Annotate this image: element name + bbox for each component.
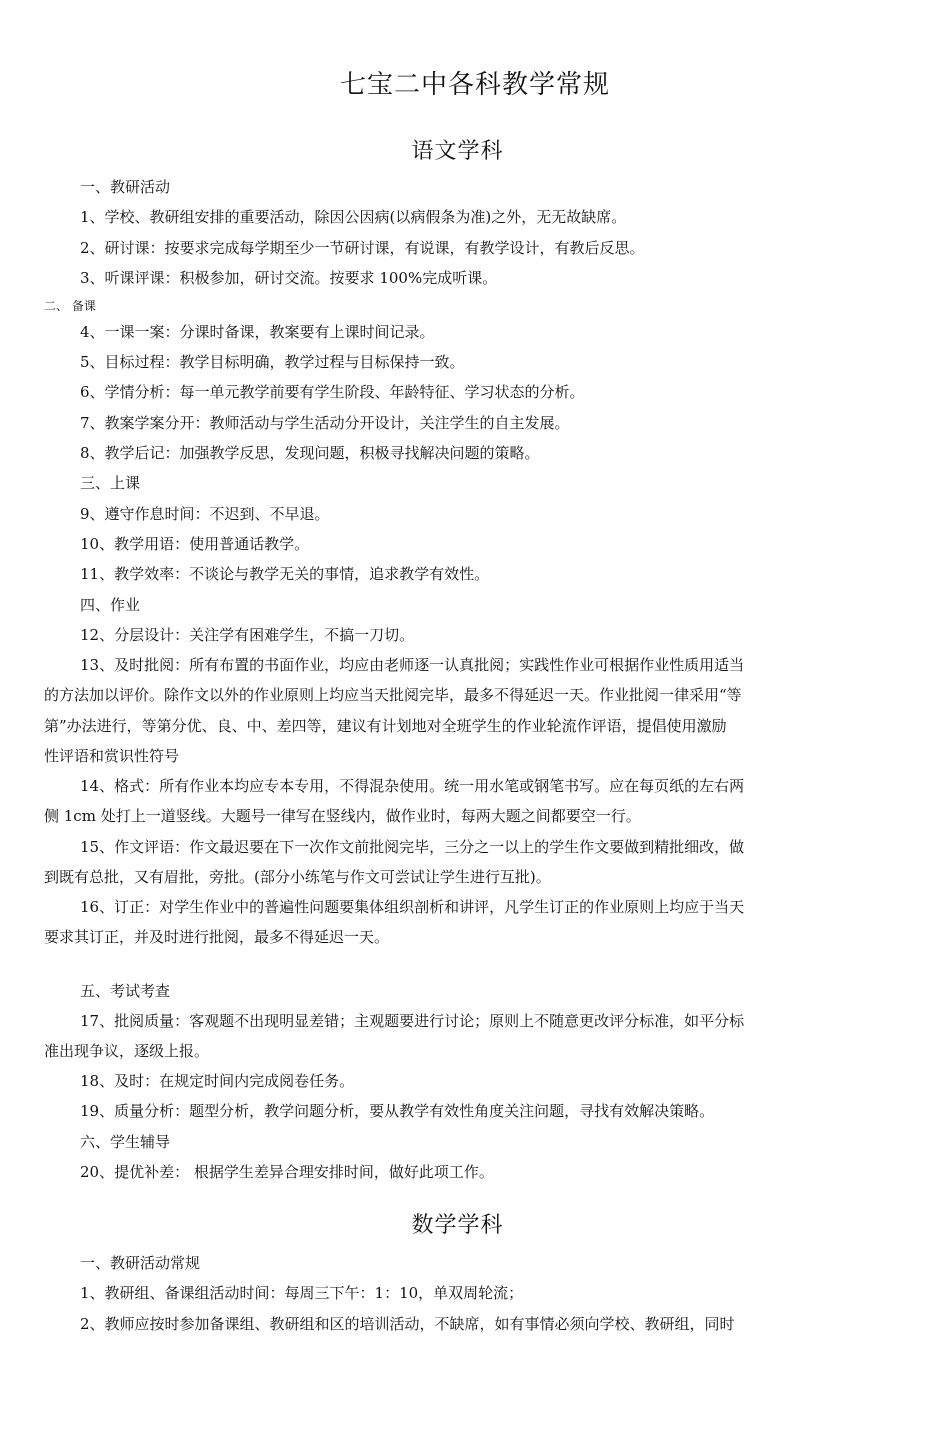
section-heading: 一、教研活动常规 (80, 1254, 201, 1272)
paragraph-line: 20、提优补差： 根据学生差异合理安排时间，做好此项工作。 (80, 1163, 494, 1181)
paragraph-line: 13、及时批阅：所有布置的书面作业，均应由老师逐一认真批阅；实践性作业可根据作业性质用适当 (80, 656, 745, 674)
math-subject-heading: 数学学科 (411, 1213, 504, 1238)
paragraph-line: 到既有总批，又有眉批，旁批。(部分小练笔与作文可尝试让学生进行互批)。 (44, 868, 551, 886)
section-heading: 六、学生辅导 (80, 1133, 171, 1151)
paragraph-line: 5、目标过程：教学目标明确，教学过程与目标保持一致。 (80, 353, 465, 371)
paragraph-line: 19、质量分析：题型分析，教学问题分析，要从教学有效性角度关注问题，寻找有效解决策略。 (80, 1102, 715, 1120)
section-heading: 一、教研活动 (80, 178, 171, 196)
paragraph-line: 10、教学用语：使用普通话教学。 (80, 535, 310, 553)
paragraph-line: 16、订正：对学生作业中的普遍性问题要集体组织剖析和讲评，凡学生订正的作业原则上均应于当天 (80, 898, 745, 916)
paragraph-line: 4、一课一案：分课时备课，教案要有上课时间记录。 (80, 323, 435, 341)
paragraph-line: 准出现争议，逐级上报。 (44, 1042, 210, 1060)
document-title: 七宝二中各科教学常规 (339, 70, 610, 100)
paragraph-line: 1、学校、教研组安排的重要活动，除因公因病(以病假条为准)之外，无无故缺席。 (80, 208, 627, 226)
paragraph-line: 7、教案学案分开：教师活动与学生活动分开设计，关注学生的自主发展。 (80, 414, 570, 432)
paragraph-line: 1、教研组、备课组活动时间：每周三下午：1：10，单双周轮流； (80, 1284, 524, 1302)
paragraph-line: 的方法加以评价。除作文以外的作业原则上均应当天批阅完毕，最多不得延迟一天。作业批阅一律采用“等 (44, 686, 742, 704)
chinese-subject-heading: 语文学科 (411, 139, 504, 164)
paragraph-line: 18、及时：在规定时间内完成阅卷任务。 (80, 1072, 355, 1090)
paragraph-line: 15、作文评语：作文最迟要在下一次作文前批阅完毕，三分之一以上的学生作文要做到精批细改，做 (80, 838, 745, 856)
paragraph-line: 侧 1cm 处打上一道竖线。大题号一律写在竖线内，做作业时，每两大题之间都要空一行。 (44, 807, 641, 825)
section-heading: 四、作业 (80, 596, 141, 614)
paragraph-line: 要求其订正，并及时进行批阅，最多不得延迟一天。 (44, 928, 390, 946)
paragraph-line: 8、教学后记：加强教学反思，发现问题，积极寻找解决问题的策略。 (80, 444, 540, 462)
section-heading: 五、考试考查 (80, 982, 171, 1000)
paragraph-line: 2、教师应按时参加备课组、教研组和区的培训活动，不缺席，如有事情必须向学校、教研组，同时 (80, 1315, 735, 1333)
section-heading: 三、上课 (80, 474, 141, 492)
paragraph-line: 第”办法进行，等第分优、良、中、差四等，建议有计划地对全班学生的作业轮流作评语，提倡使用激励 (44, 717, 727, 735)
paragraph-line: 2、研讨课：按要求完成每学期至少一节研讨课，有说课，有教学设计，有教后反思。 (80, 239, 645, 257)
section-heading: 二、 备课 (44, 299, 96, 313)
paragraph-line: 6、学情分析：每一单元教学前要有学生阶段、年龄特征、学习状态的分析。 (80, 383, 585, 401)
paragraph-line: 12、分层设计：关注学有困难学生，不搞一刀切。 (80, 626, 415, 644)
paragraph-line: 性评语和赏识性符号 (44, 747, 180, 765)
paragraph-line: 17、批阅质量：客观题不出现明显差错；主观题要进行讨论；原则上不随意更改评分标准，如平分标 (80, 1012, 745, 1030)
paragraph-line: 3、听课评课：积极参加，研讨交流。按要求 100%完成听课。 (80, 269, 498, 287)
paragraph-line: 14、格式：所有作业本均应专本专用，不得混杂使用。统一用水笔或钢笔书写。应在每页纸的左右两 (80, 777, 745, 795)
paragraph-line: 11、教学效率：不谈论与教学无关的事情，追求教学有效性。 (80, 565, 490, 583)
paragraph-line: 9、遵守作息时间：不迟到、不早退。 (80, 505, 330, 523)
